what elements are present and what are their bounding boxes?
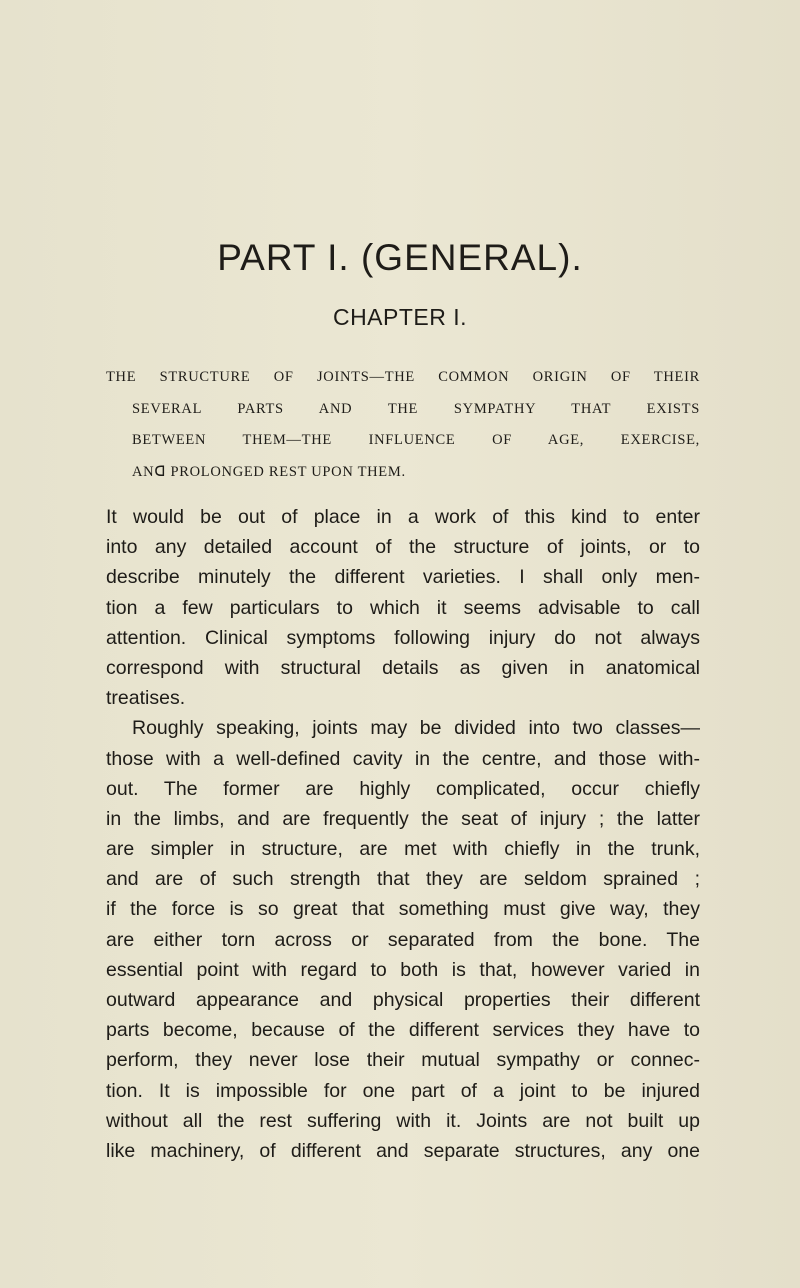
text-line: tion a few particulars to which it seems advisable to call xyxy=(106,596,700,619)
text-line: are simpler in structure, are met with chiefly in the trunk, xyxy=(106,838,700,861)
text-line: describe minutely the different varieties. I shall only men- xyxy=(106,566,700,589)
text-line: perform, they never lose their mutual sympathy or connec- xyxy=(106,1049,700,1072)
text-line: are either torn across or separated from the bone. The xyxy=(106,928,700,951)
text-line: Roughly speaking, joints may be divided into two classes— xyxy=(132,717,700,740)
synopsis-line: BETWEEN THEM—THE INFLUENCE OF AGE, EXERCISE, xyxy=(132,432,700,448)
text-line: treatises. xyxy=(106,687,186,710)
text-line: those with a well-defined cavity in the centre, and those with- xyxy=(106,747,700,770)
text-line: in the limbs, and are frequently the seat of injury ; the latter xyxy=(106,807,700,830)
text-line: without all the rest suffering with it. Joints are not built up xyxy=(106,1109,700,1132)
synopsis-line: THE STRUCTURE OF JOINTS—THE COMMON ORIGIN OF THEIR xyxy=(106,369,700,385)
synopsis-line: SEVERAL PARTS AND THE SYMPATHY THAT EXISTS xyxy=(132,400,700,417)
text-line: attention. Clinical symptoms following injury do not always xyxy=(106,626,700,649)
text-line: into any detailed account of the structure of joints, or to xyxy=(106,536,700,559)
text-line: It would be out of place in a work of this kind to enter xyxy=(106,506,700,528)
text-line: if the force is so great that something must give way, they xyxy=(106,898,700,921)
text-line: tion. It is impossible for one part of a joint to be injured xyxy=(106,1079,700,1102)
text-line: correspond with structural details as given in anatomical xyxy=(106,656,700,679)
text-line: parts become, because of the different services they have to xyxy=(106,1019,700,1042)
text-line: and are of such strength that they are seldom sprained ; xyxy=(106,868,700,891)
text-line: essential point with regard to both is that, however varied in xyxy=(106,958,700,981)
part-title: PART I. (GENERAL). xyxy=(217,237,583,278)
chapter-synopsis xyxy=(106,362,700,488)
chapter-title: CHAPTER I. xyxy=(332,304,468,330)
text-line: out. The former are highly complicated, occur chiefly xyxy=(106,777,700,800)
text-line: outward appearance and physical properties their different xyxy=(106,989,700,1011)
text-line: like machinery, of different and separate structures, any one xyxy=(106,1139,700,1162)
synopsis-line: ANᗡ PROLONGED REST UPON THEM. xyxy=(132,463,406,480)
body-text xyxy=(106,502,700,1166)
